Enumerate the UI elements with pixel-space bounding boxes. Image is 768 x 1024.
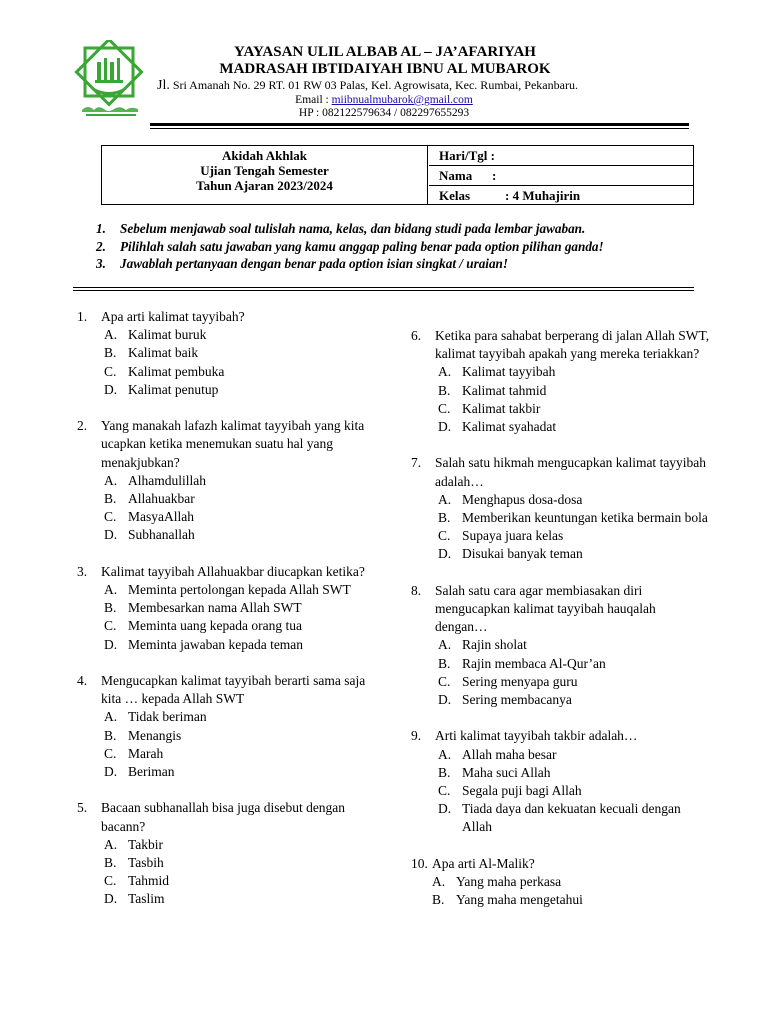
option-text: Takbir bbox=[128, 836, 164, 852]
answer-option bbox=[77, 745, 377, 763]
school-phone: HP : 082122579634 / 082297655293 bbox=[298, 107, 470, 119]
answer-option bbox=[77, 708, 377, 726]
answer-option bbox=[77, 363, 377, 381]
letterhead-divider-thin bbox=[150, 128, 689, 129]
letterhead-divider-thick bbox=[150, 123, 689, 126]
answer-option bbox=[77, 872, 377, 890]
info-row-date bbox=[429, 146, 694, 166]
question-item bbox=[77, 672, 377, 781]
option-letter: C. bbox=[104, 509, 117, 525]
option-text: Meminta pertolongan kepada Allah SWT bbox=[128, 582, 351, 598]
question-stem bbox=[411, 727, 711, 745]
option-letter: A. bbox=[104, 709, 118, 725]
question-stem bbox=[77, 672, 377, 708]
answer-option bbox=[77, 617, 377, 635]
question-text: Salah satu cara agar membiasakan diri mengucapkan kalimat tayyibah hauqalah dengan… bbox=[435, 582, 656, 635]
question-item bbox=[411, 582, 711, 709]
option-letter: C. bbox=[438, 528, 451, 544]
option-text: Meminta uang kepada orang tua bbox=[128, 618, 302, 634]
questions-column-left bbox=[77, 308, 377, 927]
option-text: Disukai banyak teman bbox=[462, 546, 583, 562]
question-number: 3. bbox=[77, 563, 88, 579]
option-text: Subhanallah bbox=[128, 527, 195, 543]
instruction-item: 3. Jawablah pertanyaan dengan benar pada option isian singkat / uraian! bbox=[96, 256, 509, 271]
answer-option bbox=[411, 673, 711, 691]
option-text: Meminta jawaban kepada teman bbox=[128, 636, 304, 652]
option-text: MasyaAllah bbox=[128, 509, 194, 525]
option-text: Membesarkan nama Allah SWT bbox=[128, 600, 302, 616]
option-text: Tahmid bbox=[128, 873, 170, 889]
answer-option bbox=[77, 636, 377, 654]
subject-name: Akidah Akhlak bbox=[222, 148, 307, 163]
email-label: Email : bbox=[295, 94, 332, 106]
answer-option bbox=[411, 418, 711, 436]
question-item bbox=[77, 563, 377, 654]
exam-name: Ujian Tengah Semester bbox=[200, 163, 329, 178]
address-prefix: Jl. bbox=[157, 78, 170, 93]
option-letter: A. bbox=[438, 364, 452, 380]
answer-option bbox=[77, 854, 377, 872]
option-text: Sering membacanya bbox=[462, 692, 572, 708]
question-number: 2. bbox=[77, 418, 88, 434]
answer-option bbox=[411, 782, 711, 800]
info-row-name bbox=[429, 166, 694, 186]
option-letter: C. bbox=[104, 618, 117, 634]
question-number: 5. bbox=[77, 800, 88, 816]
option-letter: D. bbox=[104, 527, 118, 543]
question-number: 10. bbox=[411, 855, 428, 871]
answer-option bbox=[411, 691, 711, 709]
option-letter: D. bbox=[438, 419, 452, 435]
question-text: Bacaan subhanallah bisa juga disebut dengan bacann? bbox=[101, 800, 346, 834]
answer-option bbox=[411, 527, 711, 545]
option-letter: A. bbox=[438, 746, 452, 762]
question-stem bbox=[77, 799, 377, 835]
option-text: Taslim bbox=[128, 891, 165, 907]
academic-year: Tahun Ajaran 2023/2024 bbox=[196, 178, 333, 193]
name-separator: : bbox=[492, 168, 497, 183]
class-value: : 4 Muhajirin bbox=[505, 188, 581, 203]
option-text: Kalimat baik bbox=[128, 345, 199, 361]
question-stem bbox=[411, 582, 711, 637]
answer-option bbox=[77, 599, 377, 617]
option-letter: B. bbox=[104, 600, 117, 616]
option-text: Kalimat penutup bbox=[128, 381, 219, 397]
option-text: Tasbih bbox=[128, 855, 164, 871]
option-text: Yang maha perkasa bbox=[456, 874, 562, 890]
question-item bbox=[411, 727, 711, 836]
exam-info-box bbox=[101, 145, 694, 205]
address-text: Sri Amanah No. 29 RT. 01 RW 03 Palas, Kel. Agrowisata, Kec. Rumbai, Pekanbaru. bbox=[169, 78, 578, 92]
option-text: Sering menyapa guru bbox=[462, 673, 578, 689]
question-item bbox=[411, 855, 711, 910]
instructions-list bbox=[96, 220, 716, 273]
question-text: Apa arti Al-Malik? bbox=[432, 855, 535, 871]
answer-option bbox=[411, 545, 711, 563]
answer-option bbox=[77, 508, 377, 526]
option-letter: C. bbox=[438, 400, 451, 416]
option-letter: A. bbox=[104, 836, 118, 852]
option-text: Kalimat tahmid bbox=[462, 382, 547, 398]
question-text: Apa arti kalimat tayyibah? bbox=[101, 309, 245, 324]
option-text: Kalimat pembuka bbox=[128, 363, 225, 379]
answer-option bbox=[77, 727, 377, 745]
answer-option bbox=[411, 873, 711, 891]
option-text: Alhamdulillah bbox=[128, 472, 206, 488]
answer-option bbox=[411, 655, 711, 673]
answer-option bbox=[77, 326, 377, 344]
option-text: Tiada daya dan kekuatan kecuali dengan Allah bbox=[462, 801, 681, 835]
school-email bbox=[0, 94, 768, 107]
option-letter: B. bbox=[104, 855, 117, 871]
answer-option bbox=[77, 890, 377, 908]
school-name: MADRASAH IBTIDAIYAH IBNU AL MUBAROK bbox=[219, 61, 551, 77]
option-text: Kalimat buruk bbox=[128, 327, 207, 343]
option-text: Allah maha besar bbox=[462, 746, 557, 762]
answer-option bbox=[77, 490, 377, 508]
question-stem bbox=[77, 417, 377, 472]
question-item bbox=[77, 308, 377, 399]
option-text: Rajin membaca Al-Qur’an bbox=[462, 655, 606, 671]
question-number: 9. bbox=[411, 728, 422, 744]
answer-option bbox=[77, 344, 377, 362]
option-letter: D. bbox=[438, 692, 452, 708]
option-text: Menangis bbox=[128, 727, 182, 743]
option-letter: B. bbox=[104, 345, 117, 361]
question-number: 6. bbox=[411, 328, 422, 343]
info-row-class bbox=[429, 186, 694, 205]
option-letter: C. bbox=[438, 783, 451, 799]
email-link[interactable]: miibnualmubarok@gmail.com bbox=[331, 94, 473, 106]
section-divider-bottom bbox=[73, 290, 694, 291]
option-letter: C. bbox=[438, 673, 451, 689]
answer-option bbox=[411, 800, 711, 836]
question-item bbox=[411, 454, 711, 563]
class-label: Kelas bbox=[439, 188, 471, 203]
option-text: Kalimat syahadat bbox=[462, 419, 557, 435]
option-letter: D. bbox=[438, 546, 452, 562]
answer-option bbox=[411, 891, 711, 909]
answer-option bbox=[411, 400, 711, 418]
question-text: Mengucapkan kalimat tayyibah berarti sama saja kita … kepada Allah SWT bbox=[101, 673, 366, 707]
answer-option bbox=[411, 382, 711, 400]
question-stem bbox=[411, 855, 711, 873]
option-letter: A. bbox=[104, 582, 118, 598]
instruction-item: 2. Pilihlah salah satu jawaban yang kamu anggap paling benar pada option pilihan ganda! bbox=[96, 238, 604, 254]
option-text: Marah bbox=[128, 745, 164, 761]
question-item bbox=[77, 799, 377, 908]
option-letter: B. bbox=[438, 382, 451, 398]
option-text: Maha suci Allah bbox=[462, 764, 551, 780]
option-letter: A. bbox=[104, 327, 118, 343]
option-letter: C. bbox=[104, 745, 117, 761]
option-letter: A. bbox=[438, 491, 452, 507]
date-label: Hari/Tgl : bbox=[439, 148, 495, 163]
answer-option bbox=[411, 764, 711, 782]
question-stem bbox=[77, 563, 377, 581]
option-letter: A. bbox=[438, 637, 452, 653]
answer-option bbox=[77, 526, 377, 544]
question-text: Salah satu hikmah mengucapkan kalimat tayyibah adalah… bbox=[435, 455, 707, 489]
option-letter: D. bbox=[104, 636, 118, 652]
option-letter: A. bbox=[432, 874, 446, 890]
option-letter: B. bbox=[104, 491, 117, 507]
option-letter: C. bbox=[104, 873, 117, 889]
option-text: Beriman bbox=[128, 764, 175, 780]
answer-option bbox=[77, 763, 377, 781]
answer-option bbox=[77, 381, 377, 399]
option-text: Rajin sholat bbox=[462, 637, 527, 653]
question-stem bbox=[411, 454, 711, 490]
section-divider-top bbox=[73, 287, 694, 288]
question-item bbox=[411, 327, 711, 436]
foundation-name: YAYASAN ULIL ALBAB AL – JA’AFARIYAH bbox=[234, 44, 536, 60]
answer-option bbox=[411, 636, 711, 654]
questions-column-right bbox=[411, 327, 711, 928]
option-letter: B. bbox=[432, 892, 445, 908]
question-number: 8. bbox=[411, 582, 422, 598]
option-letter: D. bbox=[104, 381, 118, 397]
question-text: Arti kalimat tayyibah takbir adalah… bbox=[435, 728, 638, 744]
exam-title-cell bbox=[102, 146, 428, 204]
option-text: Tidak beriman bbox=[128, 709, 207, 725]
option-text: Kalimat tayyibah bbox=[462, 364, 556, 380]
option-letter: D. bbox=[104, 764, 118, 780]
option-letter: C. bbox=[104, 363, 117, 379]
answer-option bbox=[77, 472, 377, 490]
option-letter: D. bbox=[104, 891, 118, 907]
option-letter: B. bbox=[438, 655, 451, 671]
option-letter: B. bbox=[438, 510, 451, 526]
question-number: 4. bbox=[77, 673, 88, 689]
option-letter: B. bbox=[104, 727, 117, 743]
question-item bbox=[77, 417, 377, 544]
answer-option bbox=[411, 491, 711, 509]
question-text: Kalimat tayyibah Allahuakbar diucapkan ketika? bbox=[101, 563, 365, 579]
answer-option bbox=[411, 746, 711, 764]
question-number: 7. bbox=[411, 455, 422, 471]
option-text: Yang maha mengetahui bbox=[456, 892, 583, 908]
option-text: Menghapus dosa-dosa bbox=[462, 491, 583, 507]
question-number: 1. bbox=[77, 309, 88, 324]
answer-option bbox=[411, 509, 711, 527]
answer-option bbox=[77, 836, 377, 854]
option-text: Kalimat takbir bbox=[462, 400, 541, 416]
instruction-item: 1. Sebelum menjawab soal tulislah nama, kelas, dan bidang studi pada lembar jawaban. bbox=[96, 221, 586, 236]
school-address bbox=[157, 78, 578, 94]
answer-option bbox=[77, 581, 377, 599]
answer-option bbox=[411, 363, 711, 381]
letterhead-titles bbox=[155, 44, 615, 78]
option-text: Allahuakbar bbox=[128, 491, 195, 507]
question-stem bbox=[411, 327, 711, 363]
question-text: Ketika para sahabat berperang di jalan Allah SWT, kalimat tayyibah apakah yang mereka teriakkan? bbox=[435, 328, 710, 362]
option-text: Supaya juara kelas bbox=[462, 528, 564, 544]
option-text: Segala puji bagi Allah bbox=[462, 783, 582, 799]
question-text: Yang manakah lafazh kalimat tayyibah yang kita ucapkan ketika menemukan suatu hal yang menakjubkan? bbox=[101, 418, 365, 470]
option-text: Memberikan keuntungan ketika bermain bola bbox=[462, 510, 708, 526]
name-label: Nama bbox=[439, 168, 473, 183]
option-letter: D. bbox=[438, 801, 452, 817]
question-stem bbox=[77, 308, 377, 326]
option-letter: A. bbox=[104, 472, 118, 488]
option-letter: B. bbox=[438, 764, 451, 780]
